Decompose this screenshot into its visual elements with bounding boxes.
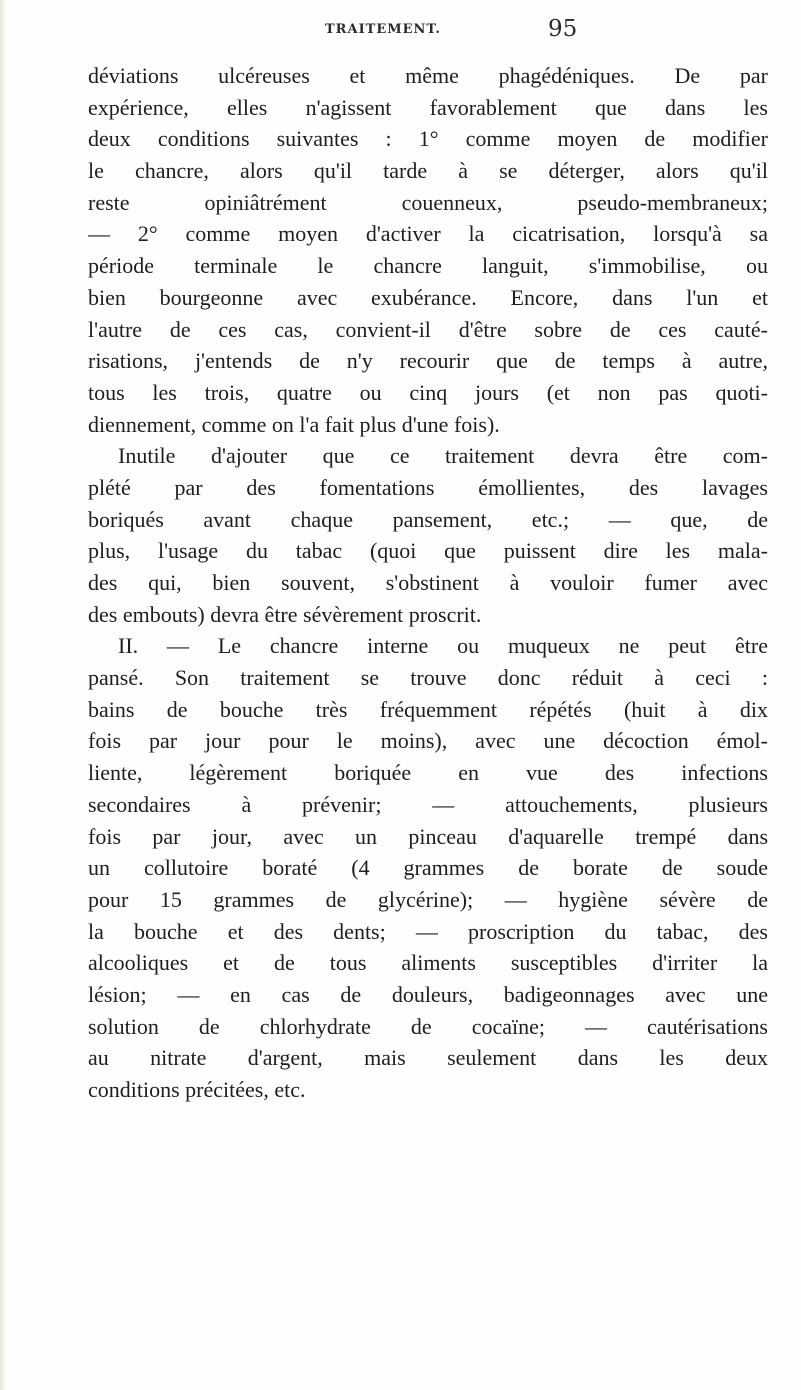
text-line: pour 15 grammes de glycérine); — hygiène sévère de (88, 886, 768, 912)
text-line: période terminale le chancre languit, s'immobilise, ou (88, 253, 768, 279)
running-title: TRAITEMENT. (325, 22, 441, 37)
text-line: plété par des fomentations émollientes, des lavages (88, 474, 768, 500)
text-line: boriqués avant chaque pansement, etc.; — que, de (88, 506, 768, 532)
text-line: des qui, bien souvent, s'obstinent à vouloir fumer avec (88, 570, 768, 595)
text-line: plus, l'usage du tabac (quoi que puissent dire les mala- (88, 538, 768, 564)
text-line: solution de chlorhydrate de cocaïne; — cautérisations (88, 1013, 768, 1039)
text-line: un collutoire boraté (4 grammes de borate de soude (88, 855, 768, 881)
page-number: 95 (548, 16, 578, 42)
text-line: diennement, comme on l'a fait plus d'une fois). (88, 411, 500, 437)
text-line: alcooliques et de tous aliments susceptibles d'irriter la (88, 950, 768, 976)
text-line: le chancre, alors qu'il tarde à se déterger, alors qu'il (88, 158, 768, 184)
text-line: tous les trois, quatre ou cinq jours (et non pas quoti- (88, 379, 768, 405)
paragraph-start-line: II. — Le chancre interne ou muqueux ne peut être (118, 633, 768, 659)
text-line: bien bourgeonne avec exubérance. Encore, dans l'un et (88, 284, 768, 310)
text-line: — 2° comme moyen d'activer la cicatrisation, lorsqu'à sa (88, 221, 768, 247)
text-line: la bouche et des dents; — proscription du tabac, des (88, 918, 768, 944)
text-line: conditions précitées, etc. (88, 1077, 306, 1102)
page-header (0, 10, 801, 50)
body-text (88, 60, 768, 1106)
text-line: fois par jour, avec un pinceau d'aquarelle trempé dans (88, 823, 768, 849)
text-line: risations, j'entends de n'y recourir que de temps à autre, (88, 348, 768, 374)
paragraph-start-line: Inutile d'ajouter que ce traitement devra être com- (118, 443, 768, 469)
text-line: fois par jour pour le moins), avec une décoction émol- (88, 728, 768, 754)
text-line: au nitrate d'argent, mais seulement dans les deux (88, 1045, 768, 1071)
text-line: expérience, elles n'agissent favorablement que dans les (88, 94, 768, 120)
text-line: bains de bouche très fréquemment répétés (huit à dix (88, 696, 768, 722)
text-line: secondaires à prévenir; — attouchements, plusieurs (88, 791, 768, 817)
text-line: reste opiniâtrément couenneux, pseudo-membraneux; (88, 189, 768, 215)
text-line: des embouts) devra être sévèrement proscrit. (88, 601, 482, 627)
text-line: l'autre de ces cas, convient-il d'être sobre de ces cauté- (88, 316, 768, 342)
text-line: lésion; — en cas de douleurs, badigeonnages avec une (88, 981, 768, 1007)
text-line: deux conditions suivantes : 1° comme moyen de modifier (88, 126, 768, 152)
text-line: pansé. Son traitement se trouve donc réduit à ceci : (88, 665, 768, 691)
text-line: liente, légèrement boriquée en vue des infections (88, 760, 768, 786)
text-line: déviations ulcéreuses et même phagédéniques. De par (88, 63, 768, 88)
page-edge-shadow (0, 0, 6, 1390)
